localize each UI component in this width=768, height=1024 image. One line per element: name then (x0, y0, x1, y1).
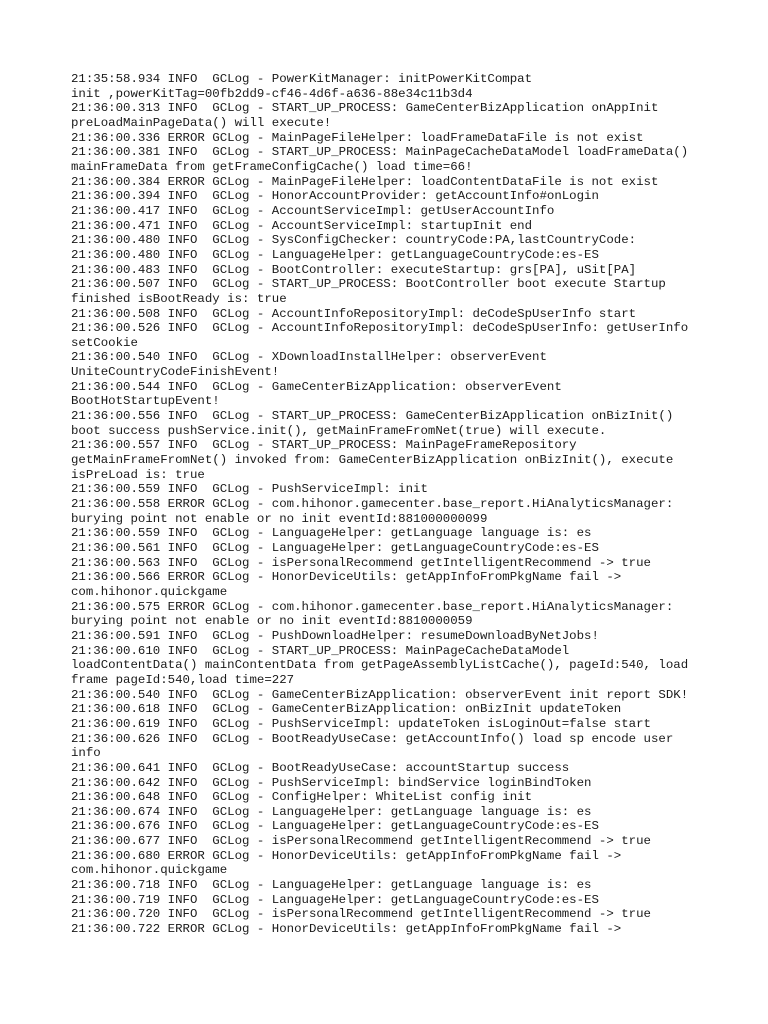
log-line: isPreLoad is: true (71, 467, 205, 482)
log-line: boot success pushService.init(), getMainFrameFromNet(true) will execute. (71, 423, 607, 438)
log-line: 21:36:00.526 INFO GCLog - AccountInfoRepositoryImpl: deCodeSpUserInfo: getUserInfo (71, 321, 689, 336)
log-line: 21:36:00.540 INFO GCLog - XDownloadInstallHelper: observerEvent (71, 350, 547, 365)
log-line: 21:36:00.680 ERROR GCLog - HonorDeviceUtils: getAppInfoFromPkgName fail -> (71, 848, 622, 863)
log-line: 21:36:00.480 INFO GCLog - SysConfigChecker: countryCode:PA,lastCountryCode: (71, 233, 637, 248)
log-line: 21:36:00.483 INFO GCLog - BootController: executeStartup: grs[PA], uSit[PA] (71, 262, 637, 277)
log-line: frame pageId:540,load time=227 (71, 672, 295, 687)
log-line: loadContentData() mainContentData from getPageAssemblyListCache(), pageId:540, load (71, 658, 689, 673)
log-line: 21:36:00.559 INFO GCLog - LanguageHelper: getLanguage language is: es (71, 526, 592, 541)
log-line: info (71, 746, 101, 761)
log-line: 21:36:00.508 INFO GCLog - AccountInfoRepositoryImpl: deCodeSpUserInfo start (71, 306, 637, 321)
log-line: com.hihonor.quickgame (71, 863, 228, 878)
log-line: 21:36:00.561 INFO GCLog - LanguageHelper: getLanguageCountryCode:es-ES (71, 541, 599, 555)
log-line: 21:36:00.394 INFO GCLog - HonorAccountProvider: getAccountInfo#onLogin (71, 189, 599, 204)
log-line: 21:36:00.507 INFO GCLog - START_UP_PROCESS: BootController boot execute Startup (71, 277, 666, 292)
log-line: 21:36:00.626 INFO GCLog - BootReadyUseCase: getAccountInfo() load sp encode user (71, 731, 674, 746)
log-line: 21:36:00.471 INFO GCLog - AccountServiceImpl: startupInit end (71, 218, 533, 233)
log-line: com.hihonor.quickgame (71, 584, 228, 599)
log-line: 21:36:00.648 INFO GCLog - ConfigHelper: WhiteList config init (71, 790, 533, 805)
log-line: preLoadMainPageData() will execute! (71, 115, 332, 130)
log-line: 21:36:00.676 INFO GCLog - LanguageHelper: getLanguageCountryCode:es-ES (71, 819, 599, 834)
log-line: 21:36:00.544 INFO GCLog - GameCenterBizApplication: observerEvent (71, 379, 562, 394)
log-line: 21:36:00.677 INFO GCLog - isPersonalRecommend getIntelligentRecommend -> true (71, 834, 651, 849)
log-line: 21:36:00.563 INFO GCLog - isPersonalRecommend getIntelligentRecommend -> true (71, 555, 651, 570)
log-line: 21:36:00.591 INFO GCLog - PushDownloadHelper: resumeDownloadByNetJobs! (71, 628, 599, 643)
log-line: 21:36:00.618 INFO GCLog - GameCenterBizApplication: onBizInit updateToken (71, 702, 622, 717)
log-line: 21:36:00.313 INFO GCLog - START_UP_PROCESS: GameCenterBizApplication onAppInit (71, 101, 659, 116)
log-line: 21:36:00.720 INFO GCLog - isPersonalRecommend getIntelligentRecommend -> true (71, 907, 651, 922)
log-line: 21:36:00.566 ERROR GCLog - HonorDeviceUtils: getAppInfoFromPkgName fail -> (71, 570, 622, 585)
log-line: burying point not enable or no init eventId:8810000059 (71, 614, 473, 629)
log-line: 21:36:00.559 INFO GCLog - PushServiceImpl: init (71, 482, 428, 497)
log-line: 21:36:00.718 INFO GCLog - LanguageHelper: getLanguage language is: es (71, 878, 592, 893)
log-line: init ,powerKitTag=00fb2dd9-cf46-4d6f-a636-88e34c11b3d4 (71, 86, 473, 101)
log-line: 21:36:00.480 INFO GCLog - LanguageHelper: getLanguageCountryCode:es-ES (71, 247, 599, 262)
log-line: 21:36:00.619 INFO GCLog - PushServiceImpl: updateToken isLoginOut=false start (71, 716, 651, 731)
log-line: 21:36:00.575 ERROR GCLog - com.hihonor.gamecenter.base_report.HiAnalyticsManager: (71, 599, 674, 614)
log-line: 21:36:00.641 INFO GCLog - BootReadyUseCase: accountStartup success (71, 760, 570, 775)
log-text-block (71, 72, 711, 937)
log-line: 21:36:00.556 INFO GCLog - START_UP_PROCESS: GameCenterBizApplication onBizInit() (71, 409, 674, 424)
log-line: 21:36:00.381 INFO GCLog - START_UP_PROCESS: MainPageCacheDataModel loadFrameData() (71, 145, 689, 160)
log-line: 21:36:00.610 INFO GCLog - START_UP_PROCESS: MainPageCacheDataModel (71, 643, 570, 658)
log-line: 21:36:00.417 INFO GCLog - AccountServiceImpl: getUserAccountInfo (71, 203, 555, 218)
log-line: 21:36:00.642 INFO GCLog - PushServiceImpl: bindService loginBindToken (71, 775, 592, 790)
log-line: burying point not enable or no init eventId:881000000099 (71, 511, 488, 526)
log-line: finished isBootReady is: true (71, 291, 287, 306)
log-line: 21:36:00.557 INFO GCLog - START_UP_PROCESS: MainPageFrameRepository (71, 438, 577, 453)
log-line: getMainFrameFromNet() invoked from: GameCenterBizApplication onBizInit(), execute (71, 453, 674, 468)
log-line: setCookie (71, 335, 138, 350)
log-line: 21:36:00.384 ERROR GCLog - MainPageFileHelper: loadContentDataFile is not exist (71, 174, 659, 189)
log-line: 21:35:58.934 INFO GCLog - PowerKitManager: initPowerKitCompat (71, 72, 533, 86)
log-line: 21:36:00.719 INFO GCLog - LanguageHelper: getLanguageCountryCode:es-ES (71, 892, 599, 907)
log-line: 21:36:00.722 ERROR GCLog - HonorDeviceUtils: getAppInfoFromPkgName fail -> (71, 922, 622, 937)
log-line: 21:36:00.558 ERROR GCLog - com.hihonor.gamecenter.base_report.HiAnalyticsManager: (71, 497, 674, 512)
log-line: UniteCountryCodeFinishEvent! (71, 365, 280, 380)
log-line: 21:36:00.336 ERROR GCLog - MainPageFileHelper: loadFrameDataFile is not exist (71, 130, 644, 145)
log-line: BootHotStartupEvent! (71, 394, 220, 409)
log-line: 21:36:00.540 INFO GCLog - GameCenterBizApplication: observerEvent init report SDK! (71, 687, 689, 702)
log-line: mainFrameData from getFrameConfigCache() load time=66! (71, 159, 473, 174)
log-line: 21:36:00.674 INFO GCLog - LanguageHelper: getLanguage language is: es (71, 804, 592, 819)
